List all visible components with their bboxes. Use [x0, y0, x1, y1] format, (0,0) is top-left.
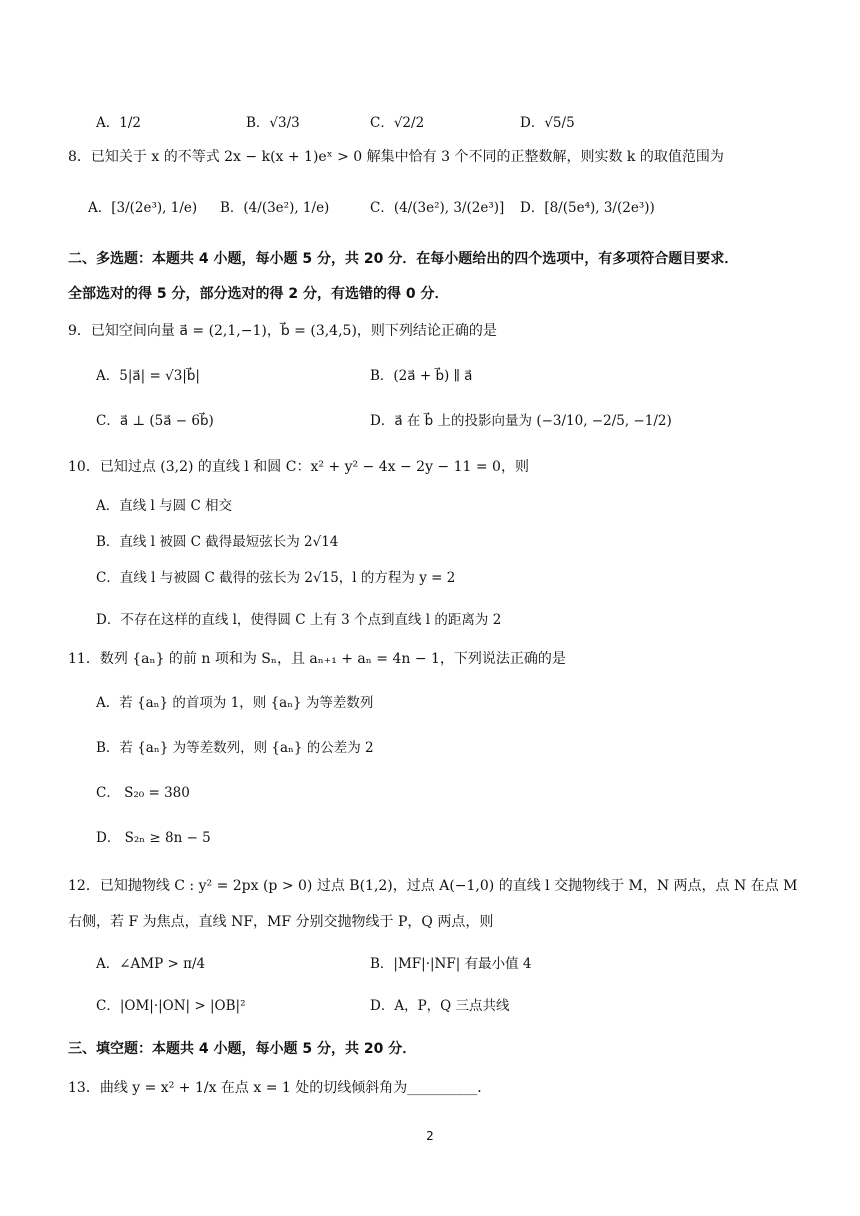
q8-option-d: D．[8/(5e⁴), 3/(2e³)) [520, 200, 655, 216]
q10-option-c: C．直线 l 与被圆 C 截得的弦长为 2√15，l 的方程为 y = 2 [96, 570, 456, 586]
q9-option-c: C．a⃗ ⊥ (5a⃗ − 6b⃗) [96, 413, 214, 429]
q13-stem: 13．曲线 y = x² + 1/x 在点 x = 1 处的切线倾斜角为__________． [68, 1080, 492, 1096]
q12-stem-line2: 右侧，若 F 为焦点，直线 NF，MF 分别交抛物线于 P，Q 两点，则 [68, 914, 494, 930]
q8-stem: 8．已知关于 x 的不等式 2x − k(x + 1)eˣ > 0 解集中恰有 3 个不同的正整数解，则实数 k 的取值范围为 [68, 149, 724, 165]
section-2-heading-line2: 全部选对的得 5 分，部分选对的得 2 分，有选错的得 0 分． [68, 286, 449, 302]
q7-option-d: D．√5/5 [520, 115, 575, 131]
q12-option-d: D．A，P，Q 三点共线 [370, 998, 510, 1014]
q9-option-b: B．(2a⃗ + b⃗) ∥ a⃗ [370, 368, 473, 384]
q12-option-b: B．|MF|·|NF| 有最小值 4 [370, 956, 532, 972]
q10-option-d: D．不存在这样的直线 l，使得圆 C 上有 3 个点到直线 l 的距离为 2 [96, 612, 502, 628]
q9-stem: 9．已知空间向量 a⃗ = (2,1,−1)，b⃗ = (3,4,5)，则下列结论正确的是 [68, 323, 497, 339]
q11-option-c: C． S₂₀ = 380 [96, 785, 190, 801]
q11-option-b: B．若 {aₙ} 为等差数列，则 {aₙ} 的公差为 2 [96, 740, 374, 756]
q10-option-a: A．直线 l 与圆 C 相交 [96, 498, 233, 514]
q10-option-b: B．直线 l 被圆 C 截得最短弦长为 2√14 [96, 534, 339, 550]
page-number: 2 [426, 1129, 434, 1143]
q12-option-a: A．∠AMP > π/4 [96, 956, 206, 972]
q8-option-b: B．(4/(3e²), 1/e) [220, 200, 330, 216]
q11-stem: 11．数列 {aₙ} 的前 n 项和为 Sₙ，且 aₙ₊₁ + aₙ = 4n − 1，下列说法正确的是 [68, 651, 566, 667]
q8-option-c: C．(4/(3e²), 3/(2e³)] [370, 200, 505, 216]
q8-option-a: A．[3/(2e³), 1/e) [88, 200, 198, 216]
q12-stem-line1: 12．已知抛物线 C : y² = 2px (p > 0) 过点 B(1,2)，过点 A(−1,0) 的直线 l 交抛物线于 M，N 两点，点 N 在点 M [68, 878, 798, 894]
q11-option-d: D． S₂ₙ ≥ 8n − 5 [96, 830, 211, 846]
q7-option-a: A．1/2 [96, 115, 141, 131]
q7-option-b: B．√3/3 [246, 115, 300, 131]
q7-option-c: C．√2/2 [370, 115, 425, 131]
q9-option-d: D．a⃗ 在 b⃗ 上的投影向量为 (−3/10, −2/5, −1/2) [370, 413, 672, 429]
q10-stem: 10．已知过点 (3,2) 的直线 l 和圆 C：x² + y² − 4x − 2y − 11 = 0，则 [68, 459, 529, 475]
section-2-heading-line1: 二、多选题：本题共 4 小题，每小题 5 分，共 20 分．在每小题给出的四个选项中，有多项符合题目要求． [68, 251, 739, 267]
q11-option-a: A．若 {aₙ} 的首项为 1，则 {aₙ} 为等差数列 [96, 695, 374, 711]
q9-option-a: A．5|a⃗| = √3|b⃗| [96, 368, 200, 384]
q12-option-c: C．|OM|·|ON| > |OB|² [96, 998, 246, 1014]
section-3-heading: 三、填空题：本题共 4 小题，每小题 5 分，共 20 分． [68, 1041, 417, 1057]
